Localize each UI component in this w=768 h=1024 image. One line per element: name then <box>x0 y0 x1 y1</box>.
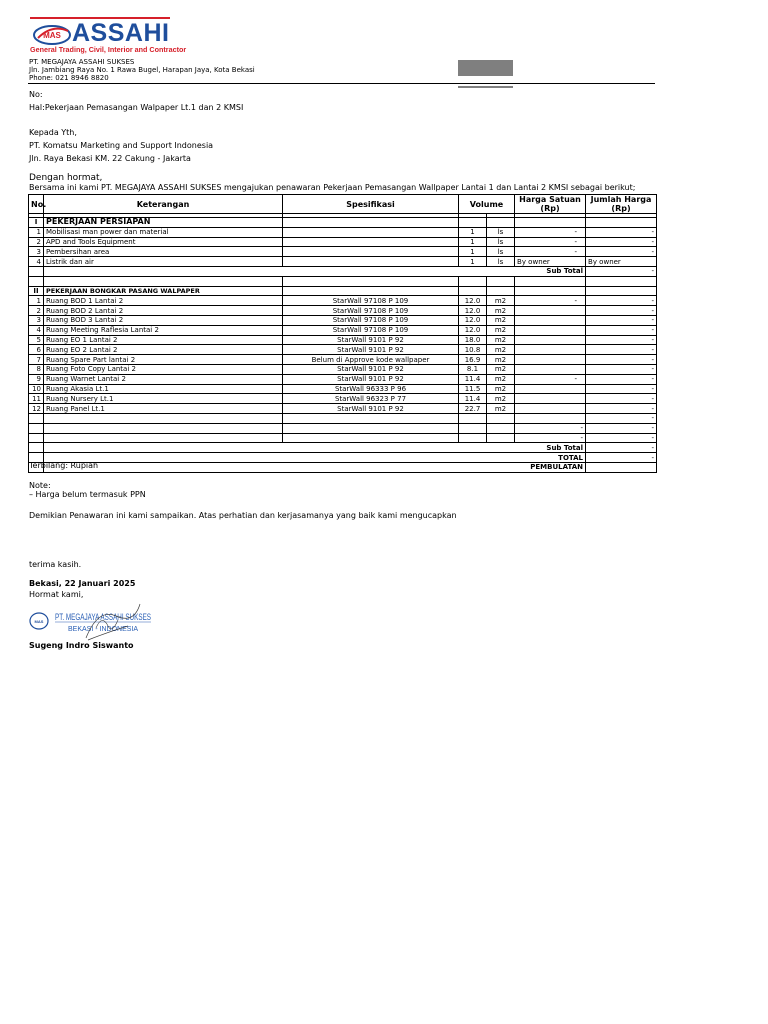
row-volume: 12.0 <box>459 315 487 325</box>
row-unit-price: - <box>515 433 586 443</box>
row-unit: m2 <box>487 345 515 355</box>
row-unit-price <box>515 413 586 423</box>
table-cell <box>459 433 487 443</box>
table-row <box>29 296 657 306</box>
table-cell <box>44 423 283 433</box>
table-cell <box>29 423 44 433</box>
total-row <box>29 453 657 463</box>
row-description: Pembersihan area <box>44 247 283 257</box>
pembulatan-label: PEMBULATAN <box>44 462 586 472</box>
table-cell <box>283 286 459 296</box>
row-volume: 12.0 <box>459 296 487 306</box>
row-volume: 11.4 <box>459 394 487 404</box>
section-row-ii <box>29 286 657 296</box>
table-row <box>29 335 657 345</box>
pembulatan-value <box>586 462 657 472</box>
row-number: 1 <box>29 227 44 237</box>
row-unit-price: - <box>515 374 586 384</box>
row-description: Ruang Panel Lt.1 <box>44 404 283 414</box>
row-number: 9 <box>29 374 44 384</box>
table-cell <box>44 413 283 423</box>
table-body <box>29 218 657 473</box>
table-cell <box>459 423 487 433</box>
row-unit: ls <box>487 247 515 257</box>
row-unit: m2 <box>487 364 515 374</box>
row-volume: 1 <box>459 227 487 237</box>
header-spesifikasi: Spesifikasi <box>283 195 459 214</box>
blank-row <box>29 423 657 433</box>
row-specification: StarWall 97108 P 109 <box>283 306 459 316</box>
table-cell <box>586 276 657 286</box>
svg-text:BEKASI - INDONESIA: BEKASI - INDONESIA <box>68 626 139 633</box>
table-cell <box>487 218 515 228</box>
note-item: – Harga belum termasuk PPN <box>29 490 146 499</box>
table-cell <box>283 413 459 423</box>
table-cell <box>487 423 515 433</box>
subtotal-label: Sub Total <box>44 266 586 276</box>
row-volume: 22.7 <box>459 404 487 414</box>
spacer-row <box>29 276 657 286</box>
svg-text:MAS: MAS <box>34 619 44 624</box>
table-row <box>29 227 657 237</box>
table-cell <box>515 218 586 228</box>
thanks-text: terima kasih. <box>29 560 82 569</box>
row-description: Ruang BOD 3 Lantai 2 <box>44 315 283 325</box>
table-cell <box>487 433 515 443</box>
table-cell <box>44 276 283 286</box>
section-number: II <box>29 286 44 296</box>
header-no: No. <box>29 195 44 214</box>
table-cell <box>283 433 459 443</box>
table-row <box>29 384 657 394</box>
redacted-underline <box>458 86 513 88</box>
table-cell <box>29 276 44 286</box>
row-unit: m2 <box>487 315 515 325</box>
row-specification: StarWall 97108 P 109 <box>283 296 459 306</box>
row-number: 1 <box>29 296 44 306</box>
row-total-price: - <box>586 394 657 404</box>
table-cell <box>487 276 515 286</box>
table-row <box>29 237 657 247</box>
table-cell <box>515 276 586 286</box>
row-volume: 11.4 <box>459 374 487 384</box>
redacted-block <box>458 60 513 76</box>
row-number: 10 <box>29 384 44 394</box>
row-volume: 1 <box>459 237 487 247</box>
table-row <box>29 306 657 316</box>
row-unit: m2 <box>487 384 515 394</box>
subtotal-row-ii <box>29 443 657 453</box>
row-unit: m2 <box>487 394 515 404</box>
letter-number: No: <box>29 90 43 99</box>
table-cell <box>283 423 459 433</box>
row-volume: 11.5 <box>459 384 487 394</box>
row-total-price: - <box>586 384 657 394</box>
regards: Hormat kami, <box>29 590 84 599</box>
row-total-price: - <box>586 237 657 247</box>
row-number: 4 <box>29 257 44 267</box>
table-cell <box>29 443 44 453</box>
row-description: Ruang BOD 2 Lantai 2 <box>44 306 283 316</box>
logo-wordmark: ASSAHI <box>72 19 170 47</box>
subtotal-label: Sub Total <box>44 443 586 453</box>
row-specification: StarWall 97108 P 109 <box>283 325 459 335</box>
row-number: 4 <box>29 325 44 335</box>
row-specification <box>283 247 459 257</box>
row-total-price: - <box>586 325 657 335</box>
company-name: PT. MEGAJAYA ASSAHI SUKSES <box>29 58 135 66</box>
row-total-price: - <box>586 364 657 374</box>
header-volume: Volume <box>459 195 515 214</box>
logo-tagline: General Trading, Civil, Interior and Contractor <box>30 45 187 54</box>
row-specification: Belum di Approve kode wallpaper <box>283 355 459 365</box>
row-description: Ruang BOD 1 Lantai 2 <box>44 296 283 306</box>
row-description: Ruang Foto Copy Lantai 2 <box>44 364 283 374</box>
table-row <box>29 315 657 325</box>
row-unit-price: - <box>515 247 586 257</box>
terbilang: Terbilang: Rupiah <box>29 461 99 470</box>
row-total-price: - <box>586 296 657 306</box>
section-number: I <box>29 218 44 228</box>
total-label: TOTAL <box>44 453 586 463</box>
table-cell <box>459 413 487 423</box>
row-total-price: - <box>586 433 657 443</box>
table-cell <box>515 286 586 296</box>
row-unit: m2 <box>487 325 515 335</box>
row-number: 2 <box>29 306 44 316</box>
table-cell <box>283 276 459 286</box>
subtotal-row-i <box>29 266 657 276</box>
row-total-price: - <box>586 345 657 355</box>
company-logo <box>30 17 187 55</box>
row-unit-price: By owner <box>515 257 586 267</box>
row-specification: StarWall 9101 P 92 <box>283 404 459 414</box>
header-keterangan: Keterangan <box>44 195 283 214</box>
intro-text: Bersama ini kami PT. MEGAJAYA ASSAHI SUKSES mengajukan penawaran Pekerjaan Pemasangan Wallpaper Lantai 1 dan Lantai 2 KMSI sebagai berikut; <box>29 183 636 192</box>
row-unit: m2 <box>487 404 515 414</box>
quotation-table <box>28 194 657 473</box>
row-total-price: - <box>586 247 657 257</box>
table-cell <box>459 286 487 296</box>
header-divider <box>28 83 655 84</box>
row-specification <box>283 227 459 237</box>
row-specification: StarWall 9101 P 92 <box>283 345 459 355</box>
row-unit: ls <box>487 257 515 267</box>
row-number: 3 <box>29 247 44 257</box>
row-unit-price: - <box>515 423 586 433</box>
row-unit-price <box>515 394 586 404</box>
subtotal-value: - <box>586 266 657 276</box>
row-unit-price <box>515 355 586 365</box>
row-unit-price <box>515 335 586 345</box>
row-unit: m2 <box>487 306 515 316</box>
table-row <box>29 364 657 374</box>
row-description: Ruang Warnet Lantai 2 <box>44 374 283 384</box>
greeting: Dengan hormat, <box>29 173 103 183</box>
row-number: 6 <box>29 345 44 355</box>
row-number: 2 <box>29 237 44 247</box>
row-unit: ls <box>487 237 515 247</box>
row-description: Ruang Akasia Lt.1 <box>44 384 283 394</box>
table-cell <box>283 218 459 228</box>
table-cell <box>44 433 283 443</box>
section-title: PEKERJAAN PERSIAPAN <box>44 218 283 228</box>
logo-emblem-icon <box>32 22 72 46</box>
table-row <box>29 325 657 335</box>
row-unit: m2 <box>487 355 515 365</box>
table-header-row <box>29 195 657 214</box>
row-total-price: - <box>586 315 657 325</box>
row-description: Ruang EO 2 Lantai 2 <box>44 345 283 355</box>
row-number: 12 <box>29 404 44 414</box>
header-harga-satuan: Harga Satuan (Rp) <box>515 195 586 214</box>
row-description: Ruang EO 1 Lantai 2 <box>44 335 283 345</box>
letter-subject: Hal:Pekerjaan Pemasangan Walpaper Lt.1 dan 2 KMSI <box>29 103 244 112</box>
row-unit-price: - <box>515 296 586 306</box>
pembulatan-row <box>29 462 657 472</box>
row-volume: 10.8 <box>459 345 487 355</box>
table-cell <box>586 286 657 296</box>
table-cell <box>459 276 487 286</box>
row-total-price: - <box>586 413 657 423</box>
total-value: - <box>586 453 657 463</box>
section-row-i <box>29 218 657 228</box>
table-row <box>29 345 657 355</box>
row-unit-price: - <box>515 237 586 247</box>
table-row <box>29 355 657 365</box>
svg-text:PT. MEGAJAYA ASSAHI SUKSES: PT. MEGAJAYA ASSAHI SUKSES <box>55 612 151 622</box>
row-specification: StarWall 96323 P 77 <box>283 394 459 404</box>
table-cell <box>29 413 44 423</box>
section-title: PEKERJAAN BONGKAR PASANG WALPAPER <box>44 286 283 296</box>
row-unit-price <box>515 315 586 325</box>
row-volume: 1 <box>459 257 487 267</box>
row-description: Ruang Meeting Raflesia Lantai 2 <box>44 325 283 335</box>
signer-name: Sugeng Indro Siswanto <box>29 641 134 650</box>
row-volume: 1 <box>459 247 487 257</box>
table-row <box>29 374 657 384</box>
row-description: Ruang Spare Part lantai 2 <box>44 355 283 365</box>
recipient-name: PT. Komatsu Marketing and Support Indonesia <box>29 141 214 150</box>
row-total-price: - <box>586 355 657 365</box>
row-unit-price <box>515 364 586 374</box>
row-volume: 8.1 <box>459 364 487 374</box>
row-unit-price <box>515 404 586 414</box>
row-total-price: By owner <box>586 257 657 267</box>
row-total-price: - <box>586 306 657 316</box>
row-volume: 16.9 <box>459 355 487 365</box>
table-row <box>29 257 657 267</box>
row-total-price: - <box>586 227 657 237</box>
row-specification <box>283 237 459 247</box>
table-row <box>29 247 657 257</box>
table-cell <box>29 266 44 276</box>
row-volume: 12.0 <box>459 306 487 316</box>
note-label: Note: <box>29 481 51 490</box>
row-unit-price: - <box>515 227 586 237</box>
row-unit-price <box>515 384 586 394</box>
row-total-price: - <box>586 374 657 384</box>
company-address: Jln. Jambiang Raya No. 1 Rawa Bugel, Harapan Jaya, Kota Bekasi <box>29 66 255 74</box>
row-number: 5 <box>29 335 44 345</box>
row-number: 11 <box>29 394 44 404</box>
logo-emblem-text: MAS <box>43 31 61 40</box>
blank-row <box>29 433 657 443</box>
table-cell <box>487 286 515 296</box>
row-description: Mobilisasi man power dan material <box>44 227 283 237</box>
recipient-address: Jln. Raya Bekasi KM. 22 Cakung - Jakarta <box>29 154 191 163</box>
subtotal-value: - <box>586 443 657 453</box>
table-cell <box>487 413 515 423</box>
row-unit-price <box>515 306 586 316</box>
blank-row <box>29 413 657 423</box>
table-row <box>29 404 657 414</box>
row-unit: ls <box>487 227 515 237</box>
table-cell <box>29 433 44 443</box>
row-description: APD and Tools Equipment <box>44 237 283 247</box>
row-unit-price <box>515 325 586 335</box>
row-description: Ruang Nursery Lt.1 <box>44 394 283 404</box>
row-specification: StarWall 9101 P 92 <box>283 335 459 345</box>
row-number: 8 <box>29 364 44 374</box>
row-unit: m2 <box>487 335 515 345</box>
row-unit: m2 <box>487 296 515 306</box>
header-jumlah-harga: Jumlah Harga (Rp) <box>586 195 657 214</box>
company-stamp-signature <box>28 598 158 644</box>
row-total-price: - <box>586 335 657 345</box>
row-number: 7 <box>29 355 44 365</box>
row-volume: 18.0 <box>459 335 487 345</box>
row-description: Listrik dan air <box>44 257 283 267</box>
closing-text: Demikian Penawaran ini kami sampaikan. Atas perhatian dan kerjasamanya yang baik kami mengucapkan <box>29 511 457 520</box>
table-row <box>29 394 657 404</box>
table-cell <box>586 218 657 228</box>
table-cell <box>459 218 487 228</box>
addressee-label: Kepada Yth, <box>29 128 77 137</box>
row-number: 3 <box>29 315 44 325</box>
row-total-price: - <box>586 423 657 433</box>
row-unit: m2 <box>487 374 515 384</box>
row-specification: StarWall 97108 P 109 <box>283 315 459 325</box>
row-specification: StarWall 96333 P 96 <box>283 384 459 394</box>
company-phone: Phone: 021 8946 8820 <box>29 74 109 82</box>
row-specification: StarWall 9101 P 92 <box>283 374 459 384</box>
row-total-price: - <box>586 404 657 414</box>
row-specification: StarWall 9101 P 92 <box>283 364 459 374</box>
row-specification <box>283 257 459 267</box>
row-volume: 12.0 <box>459 325 487 335</box>
row-unit-price <box>515 345 586 355</box>
place-date: Bekasi, 22 Januari 2025 <box>29 579 136 588</box>
